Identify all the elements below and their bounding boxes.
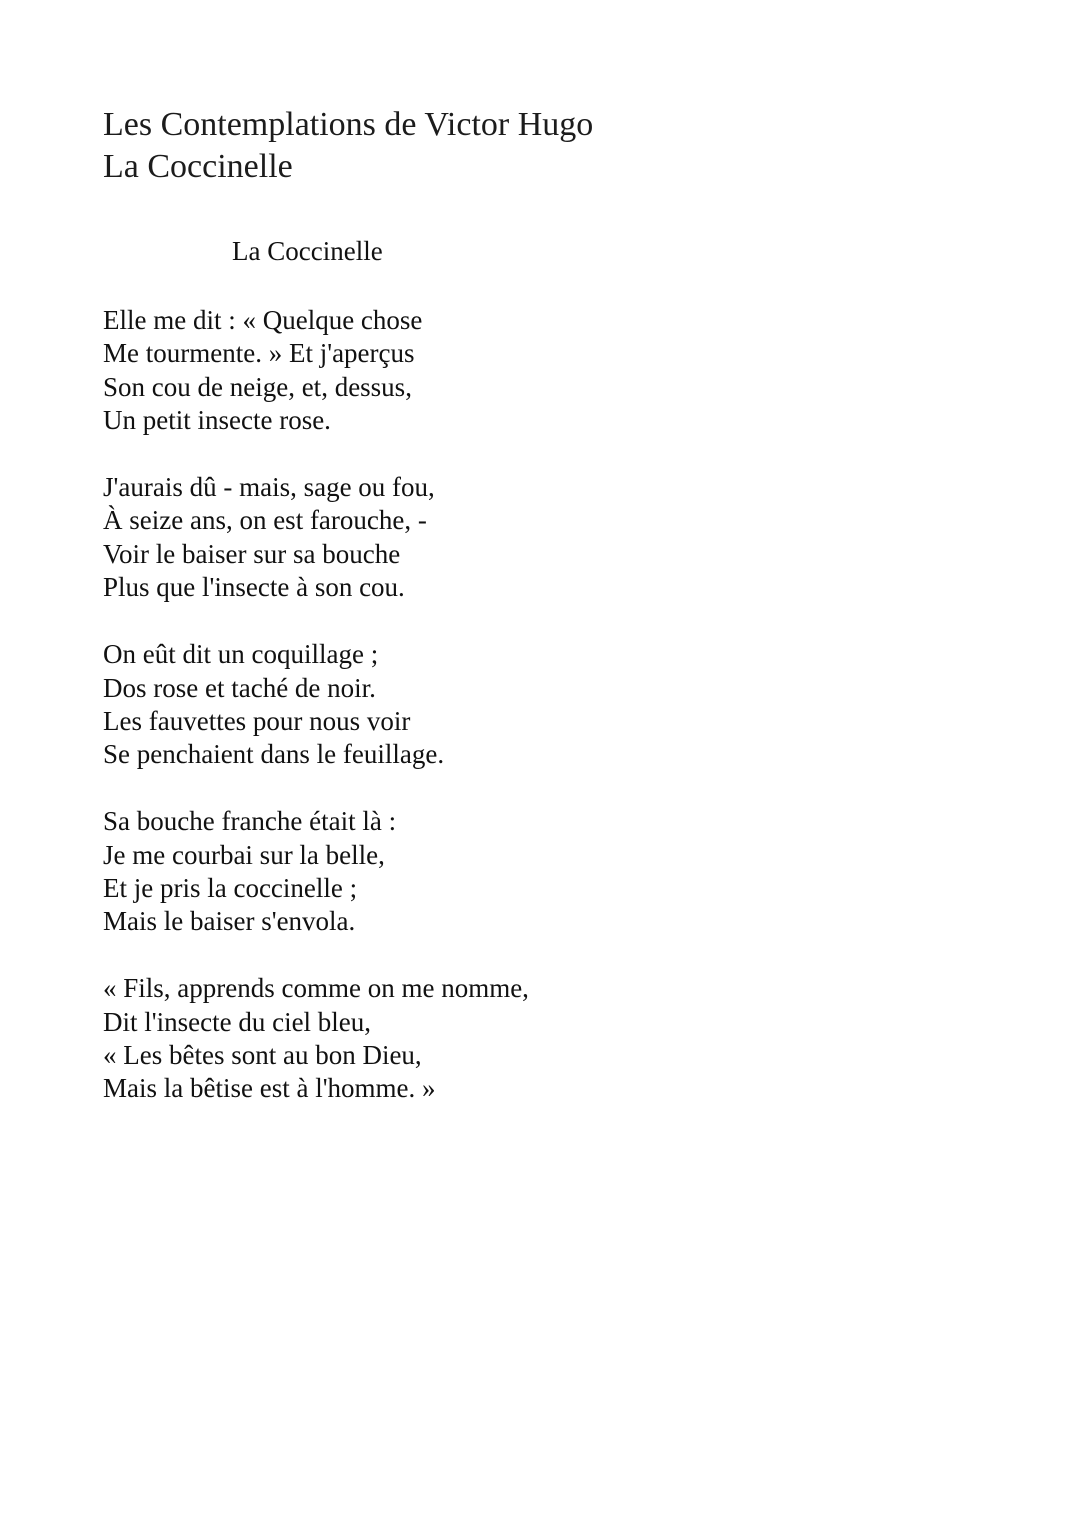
- poem-line: Sa bouche franche était là :: [103, 806, 397, 837]
- poem-line: Se penchaient dans le feuillage.: [103, 739, 445, 770]
- poem-line: Mais la bêtise est à l'homme. »: [103, 1073, 436, 1104]
- poem-body: [103, 304, 529, 1139]
- poem-line: On eût dit un coquillage ;: [103, 639, 379, 670]
- poem-line: Dit l'insecte du ciel bleu,: [103, 1006, 372, 1037]
- stanza-3: [103, 638, 529, 772]
- stanza-1: [103, 304, 529, 438]
- stanza-2: [103, 471, 529, 605]
- poem-line: Son cou de neige, et, dessus,: [103, 371, 412, 402]
- poem-line: Je me courbai sur la belle,: [103, 839, 385, 870]
- poem-line: Elle me dit : « Quelque chose: [103, 305, 423, 335]
- poem-title: La Coccinelle: [232, 236, 383, 266]
- header-collection-title: Les Contemplations de Victor Hugo: [103, 106, 594, 143]
- poem-line: Un petit insecte rose.: [103, 405, 331, 436]
- poem-line: Plus que l'insecte à son cou.: [103, 572, 405, 603]
- poem-line: Dos rose et taché de noir.: [103, 672, 376, 703]
- poem-line: Voir le baiser sur sa bouche: [103, 538, 401, 569]
- poem-line: « Les bêtes sont au bon Dieu,: [103, 1040, 422, 1071]
- document-header: [103, 104, 593, 188]
- poem-line: Les fauvettes pour nous voir: [103, 705, 411, 736]
- poem-line: « Fils, apprends comme on me nomme,: [103, 973, 529, 1004]
- stanza-5: [103, 972, 529, 1106]
- header-poem-title: La Coccinelle: [103, 148, 293, 185]
- poem-line: J'aurais dû - mais, sage ou fou,: [103, 472, 435, 503]
- poem-line: Et je pris la coccinelle ;: [103, 872, 358, 903]
- poem-line: Me tourmente. » Et j'aperçus: [103, 338, 415, 369]
- poem-line: À seize ans, on est farouche, -: [103, 505, 427, 536]
- poem-line: Mais le baiser s'envola.: [103, 906, 356, 937]
- stanza-4: [103, 805, 529, 939]
